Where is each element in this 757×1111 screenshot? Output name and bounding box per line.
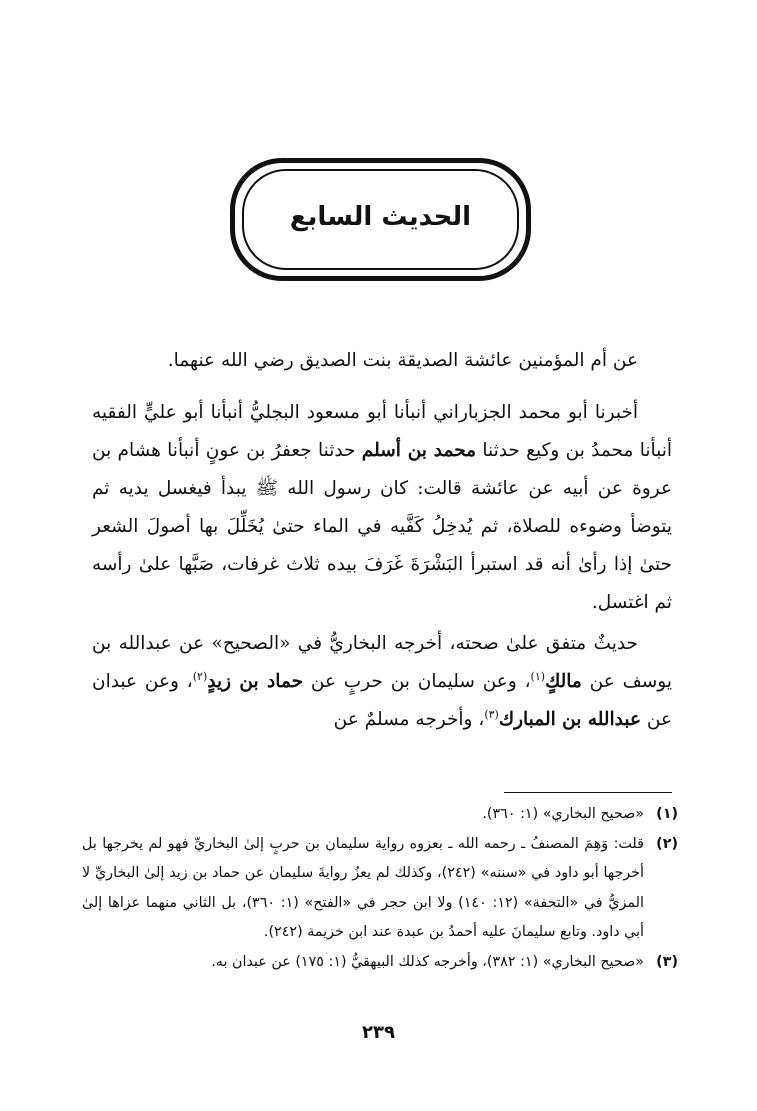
footnote-ref-1: (١) [530,669,546,683]
takhrij-text-2: ، وعن سليمان بن حربٍ عن [303,671,531,692]
footnote-text: «صحيح البخاري» (١: ٣٨٢)، وأخرجه كذلك البيهقيُّ (١: ١٧٥) عن عبدان به. [211,953,644,970]
footnote-number: (٢) [656,835,678,852]
footnote-ref-3: (٣) [484,707,499,721]
footnote-3 [82,948,678,978]
footnote-ref-2: (٢) [192,669,208,683]
narrator-muhammad-ibn-aslam: محمد بن أسلم [361,440,477,461]
isnad-text-start: أخبرنا أبو محمد الجزباراني أنبأنا أبو مسعود البجليُّ أنبأنا أبو عليٍّ الفقيه أنبأنا محمدُ بن وكيع حدثنا [92,402,672,461]
narrator-malik: مالكٍ [545,671,582,692]
footnote-text: قلت: وَهِمَ المصنفُ ـ رحمه الله ـ بعزوه رواية سليمان بن حربٍ إلىٰ البخاريِّ فهو لم يخرجها بل أخرجها أبو داود في «سننه» (٢٤٢)، وكذلك لم يعزُ روايةَ سليمان عن حماد بن زيد إلىٰ البخاريِّ لا المزيُّ في «التحفة» (١٢: ١٤٠) ولا ابن حجر في «الفتح» (١: ٣٦٠)، بل الثاني منهما عزاها إلىٰ أبي داود. وتابع سليمانَ عليه أحمدُ بن عبدة عند ابن خزيمة (٢٤٢). [82,835,644,940]
isnad-text-end: حدثنا جعفرُ بن عونٍ أنبأنا هشام بن عروة عن أبيه عن عائشة قالت: كان رسول الله ﷺ يبدأ فيغسل يديه ثم يتوضأ وضوءه للصلاة، ثم يُدخِلُ كَفَّيه في الماء حتىٰ يُخَلِّلَ بها أصولَ الشعر حتىٰ إذا رأىٰ أنه قد استبرأ البَشْرَةَ غَرَفَ بيده ثلاث غرفات، صَبَّها علىٰ رأسه ثم اغتسل. [92,440,672,613]
takhrij-paragraph [92,625,672,739]
footnote-separator [504,792,672,793]
page-number: ٢٣٩ [362,1022,395,1043]
footnote-1 [82,800,678,830]
intro-paragraph [92,342,672,380]
footnote-2 [82,830,678,948]
footnotes [82,800,678,977]
narrator-hammad-ibn-zayd: حماد بن زيدٍ [207,671,304,692]
takhrij-text-1: حديثٌ متفق علىٰ صحته، أخرجه البخاريُّ في «الصحيح» عن عبدالله بن يوسف عن [92,633,672,692]
isnad-paragraph [92,394,672,622]
narrator-ibn-al-mubarak: عبدالله بن المبارك [498,709,641,730]
footnote-text: «صحيح البخاري» (١: ٣٦٠). [482,806,644,822]
chapter-title: الحديث السابع [289,201,472,232]
intro-text: عن أم المؤمنين عائشة الصديقة بنت الصديق رضي الله عنهما. [167,350,638,371]
title-frame-inner [242,169,519,270]
takhrij-text-3: ، وعن عبدان عن [92,671,672,730]
takhrij-text-4: ، وأخرجه مسلمٌ عن [333,709,485,730]
footnote-number: (١) [656,806,678,822]
footnote-number: (٣) [656,953,678,970]
